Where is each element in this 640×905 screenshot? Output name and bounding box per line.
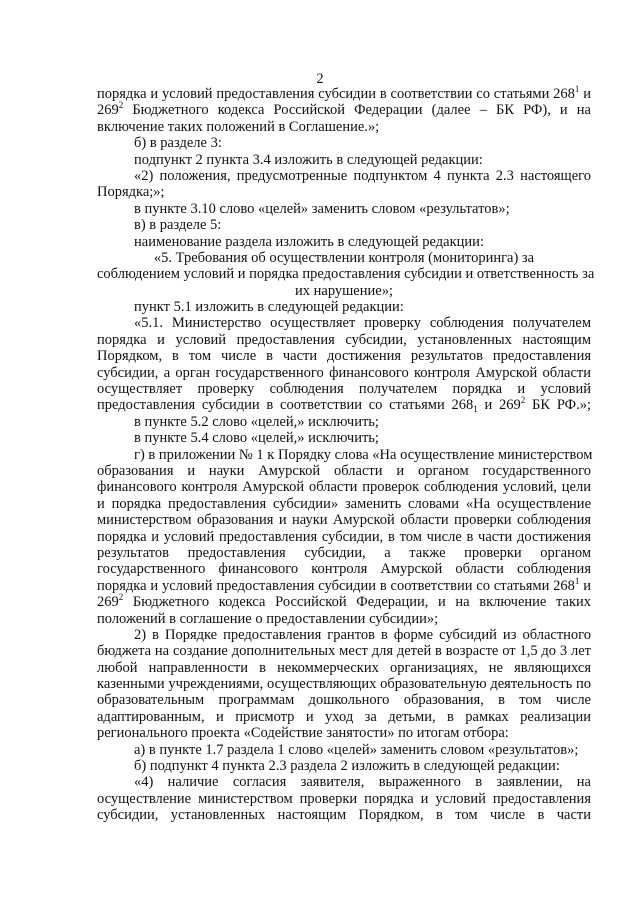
- text-line: б) в разделе 3:: [134, 135, 222, 152]
- text-line: в) в разделе 5:: [134, 217, 222, 234]
- text-line: г) в приложении № 1 к Порядку слова «На осуществление министерством: [134, 446, 593, 463]
- text-line: министерством образования и науки Амурской области проверки соблюдения: [97, 512, 591, 529]
- document-body: [97, 84, 595, 824]
- text-line: «5. Требования об осуществлении контроля (мониторинга) за: [153, 249, 535, 266]
- text-line: б) подпункт 4 пункта 2.3 раздела 2 изложить в следующей редакции:: [134, 758, 560, 775]
- text-line: осуществляет проверку соблюдения получателем порядка и условий: [97, 381, 591, 398]
- text-line: включение таких положений в Соглашение.»;: [97, 118, 380, 135]
- text-line: в пункте 5.2 слово «целей,» исключить;: [134, 413, 379, 430]
- text-line: осуществление министерством проверки порядка и условий предоставления: [97, 790, 591, 807]
- text-line: в пункте 3.10 слово «целей» заменить словом «результатов»;: [134, 200, 510, 217]
- text-line: «5.1. Министерство осуществляет проверку соблюдения получателем: [134, 315, 591, 332]
- text-line: их нарушение»;: [295, 282, 393, 299]
- text-line: регионального проекта «Содействие занятости» по итогам отбора:: [97, 725, 509, 742]
- text-line: пункт 5.1 изложить в следующей редакции:: [134, 299, 404, 316]
- text-line: образования и науки Амурской области и органом государственного: [97, 462, 591, 479]
- text-line: бюджета на создание дополнительных мест для детей в возрасте от 1,5 до 3 лет: [97, 643, 591, 660]
- text-line: $269^2$ Бюджетного кодекса Российской Федерации (далее – БК РФ), и на: [97, 100, 591, 119]
- text-line: результатов предоставления субсидии, а также проверки органом: [97, 544, 591, 561]
- text-line: «2) положения, предусмотренные подпунктом 4 пункта 2.3 настоящего: [134, 167, 591, 184]
- text-line: порядка и условий предоставления субсидии, установленных настоящим: [97, 331, 591, 348]
- text-line: а) в пункте 1.7 раздела 1 слово «целей» заменить словом «результатов»;: [134, 741, 579, 758]
- text-line: порядка и условий предоставления субсидии в соответствии со статьями $268^1$ и: [97, 575, 591, 594]
- text-line: «4) наличие согласия заявителя, выраженного в заявлении, на: [134, 774, 591, 791]
- text-line: субсидии, а орган государственного финансового контроля Амурской области: [97, 364, 591, 381]
- text-line: предоставления субсидии в соответствии со статьями $268_1$ и $269^2$ БК РФ.»;: [97, 395, 591, 415]
- text-line: положений в соглашение о предоставлении субсидии»;: [97, 610, 439, 627]
- text-line: порядка и условий предоставления субсидии, в том числе в части достижения: [97, 528, 591, 545]
- text-line: Порядком, в том числе в части достижения результатов предоставления: [97, 348, 591, 365]
- text-line: в пункте 5.4 слово «целей,» исключить;: [134, 430, 379, 447]
- text-line: $269^2$ Бюджетного кодекса Российской Федерации, и на включение таких: [97, 592, 591, 611]
- text-line: образовательным программам дошкольного образования, в том числе: [97, 692, 591, 709]
- text-line: казенными учреждениями, осуществляющих образовательную деятельность по: [97, 676, 591, 693]
- text-line: любой направленности в некоммерческих организациях, не являющихся: [97, 659, 591, 676]
- text-line: адаптированным, и присмотр и уход за детьми, в рамках реализации: [97, 708, 591, 725]
- text-line: наименование раздела изложить в следующей редакции:: [134, 233, 484, 250]
- text-line: 2) в Порядке предоставления грантов в форме субсидий из областного: [134, 626, 591, 643]
- text-line: государственного финансового контроля Амурской области соблюдения: [97, 561, 591, 578]
- text-line: соблюдением условий и порядка предоставления субсидии и ответственность за: [97, 266, 595, 283]
- text-line: и порядка предоставления субсидии» заменить словами «На осуществление: [97, 495, 591, 512]
- page-number: 2: [316, 71, 324, 87]
- text-line: порядка и условий предоставления субсидии в соответствии со статьями $268^1$ и: [97, 84, 591, 102]
- text-line: Порядка;»;: [97, 184, 165, 201]
- text-line: подпункт 2 пункта 3.4 изложить в следующей редакции:: [134, 151, 483, 168]
- text-line: субсидии, установленных настоящим Порядком, в том числе в части: [97, 807, 591, 824]
- text-line: финансового контроля Амурской области проверок соблюдения условий, цели: [97, 479, 591, 496]
